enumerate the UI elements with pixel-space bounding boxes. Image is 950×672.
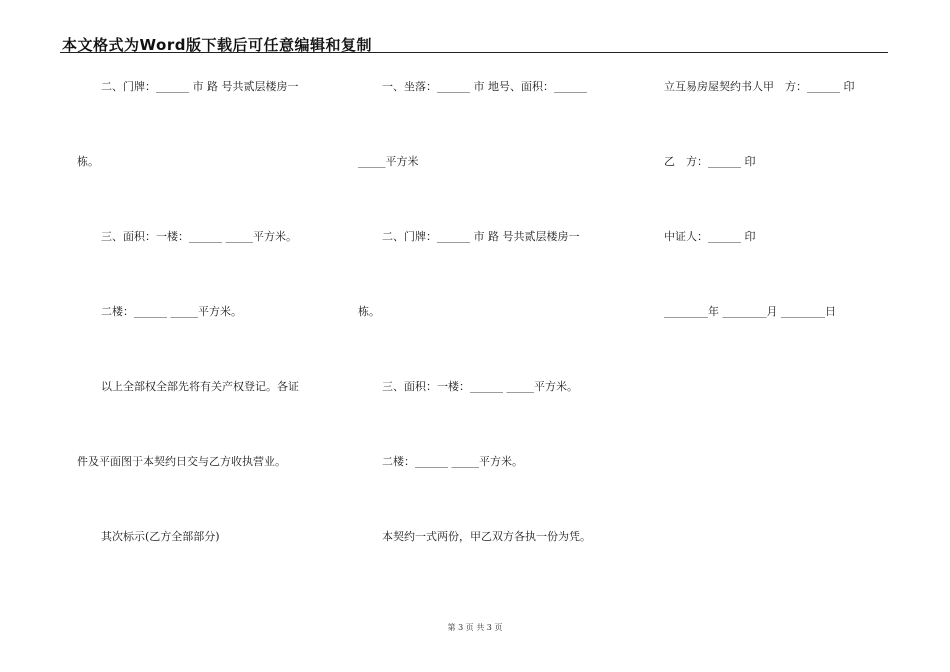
col2-line-1: 一、坐落：______ 市 地号、面积：______ <box>382 80 587 93</box>
col1-line-2: 栋。 <box>77 155 99 168</box>
document-header-title: 本文格式为Word版下载后可任意编辑和复制 <box>62 36 372 54</box>
col2-line-3: 二、门牌：______ 市 路 号共贰层楼房一 <box>382 230 580 243</box>
header-divider <box>60 52 888 53</box>
col2-line-5: 三、面积：一楼：______ _____平方米。 <box>382 380 578 393</box>
col2-line-7: 本契约一式两份，甲乙双方各执一份为凭。 <box>382 530 591 543</box>
col1-line-3: 三、面积：一楼：______ _____平方米。 <box>101 230 297 243</box>
col3-line-3: 中证人：______ 印 <box>664 230 756 243</box>
page-number-footer: 第 3 页 共 3 页 <box>447 623 503 632</box>
col1-line-5: 以上全部权全部先将有关产权登记。各证 <box>101 380 299 393</box>
col1-line-4: 二楼：______ _____平方米。 <box>101 305 242 318</box>
col1-line-1: 二、门牌：______ 市 路 号共贰层楼房一 <box>101 80 299 93</box>
col3-line-2: 乙 方：______ 印 <box>664 155 756 168</box>
col3-line-4: ________年 ________月 ________日 <box>664 305 836 318</box>
col2-line-6: 二楼：______ _____平方米。 <box>382 455 523 468</box>
col1-line-6: 件及平面图于本契约日交与乙方收执营业。 <box>77 455 286 468</box>
col3-line-1: 立互易房屋契约书人甲 方：______ 印 <box>664 80 855 93</box>
col1-line-7: 其次标示(乙方全部部分) <box>101 530 220 543</box>
col2-line-2: _____平方米 <box>358 155 419 168</box>
col2-line-4: 栋。 <box>358 305 380 318</box>
